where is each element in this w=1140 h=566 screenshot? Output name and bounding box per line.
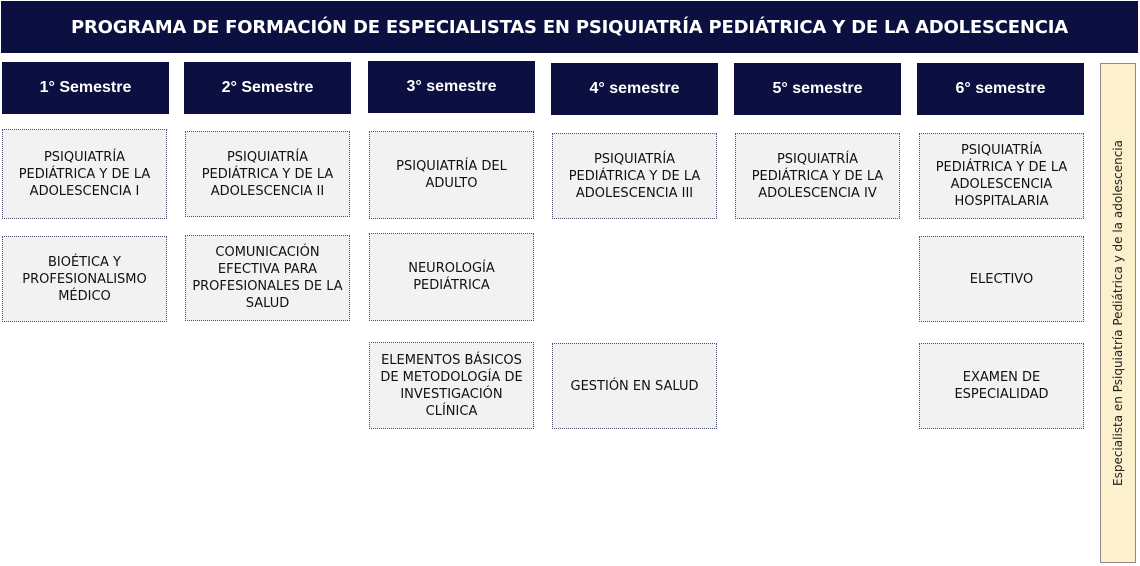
course-label: ELEMENTOS BÁSICOS DE METODOLOGÍA DE INVESTIGACIÓN CLÍNICA — [380, 352, 523, 419]
course-box — [369, 233, 534, 321]
semester-header-4: 4° semestre — [551, 63, 718, 115]
course-label: EXAMEN DE ESPECIALIDAD — [954, 370, 1049, 402]
program-title: PROGRAMA DE FORMACIÓN DE ESPECIALISTAS EN PSIQUIATRÍA PEDIÁTRICA Y DE LA ADOLESCENCIA — [1, 1, 1138, 53]
course-box — [185, 235, 350, 321]
degree-banner — [1100, 63, 1136, 563]
course-label: BIOÉTICA Y PROFESIONALISMO MÉDICO — [22, 254, 147, 304]
course-label: PSIQUIATRÍA PEDIÁTRICA Y DE LA ADOLESCENCIA I — [18, 149, 151, 199]
course-box — [369, 342, 534, 429]
semester-header-2: 2° Semestre — [184, 62, 351, 114]
course-box — [919, 133, 1084, 219]
course-box — [185, 131, 350, 217]
course-label: GESTIÓN EN SALUD — [570, 378, 699, 394]
semester-header-3: 3° semestre — [368, 61, 535, 113]
course-box — [2, 236, 167, 322]
course-label: PSIQUIATRÍA PEDIÁTRICA Y DE LA ADOLESCENCIA III — [568, 151, 701, 201]
course-box — [735, 133, 900, 219]
course-box — [919, 236, 1084, 322]
course-label: PSIQUIATRÍA DEL ADULTO — [396, 159, 507, 191]
course-box — [552, 343, 717, 429]
semester-header-1: 1° Semestre — [2, 62, 169, 114]
course-box — [369, 131, 534, 219]
course-box — [919, 343, 1084, 429]
degree-label: Especialista en Psiquiatría Pediátrica y de la adolescencia — [1111, 140, 1125, 486]
course-label: PSIQUIATRÍA PEDIÁTRICA Y DE LA ADOLESCENCIA IV — [751, 151, 884, 201]
course-label: COMUNICACIÓN EFECTIVA PARA PROFESIONALES DE LA SALUD — [192, 245, 343, 311]
semester-header-5: 5° semestre — [734, 63, 901, 115]
course-label: PSIQUIATRÍA PEDIÁTRICA Y DE LA ADOLESCENCIA HOSPITALARIA — [935, 143, 1068, 209]
course-label: ELECTIVO — [969, 271, 1034, 287]
course-label: NEUROLOGÍA PEDIÁTRICA — [408, 261, 495, 293]
course-box — [2, 129, 167, 219]
course-label: PSIQUIATRÍA PEDIÁTRICA Y DE LA ADOLESCENCIA II — [201, 149, 334, 199]
course-box — [552, 133, 717, 219]
semester-header-6: 6° semestre — [917, 63, 1084, 115]
